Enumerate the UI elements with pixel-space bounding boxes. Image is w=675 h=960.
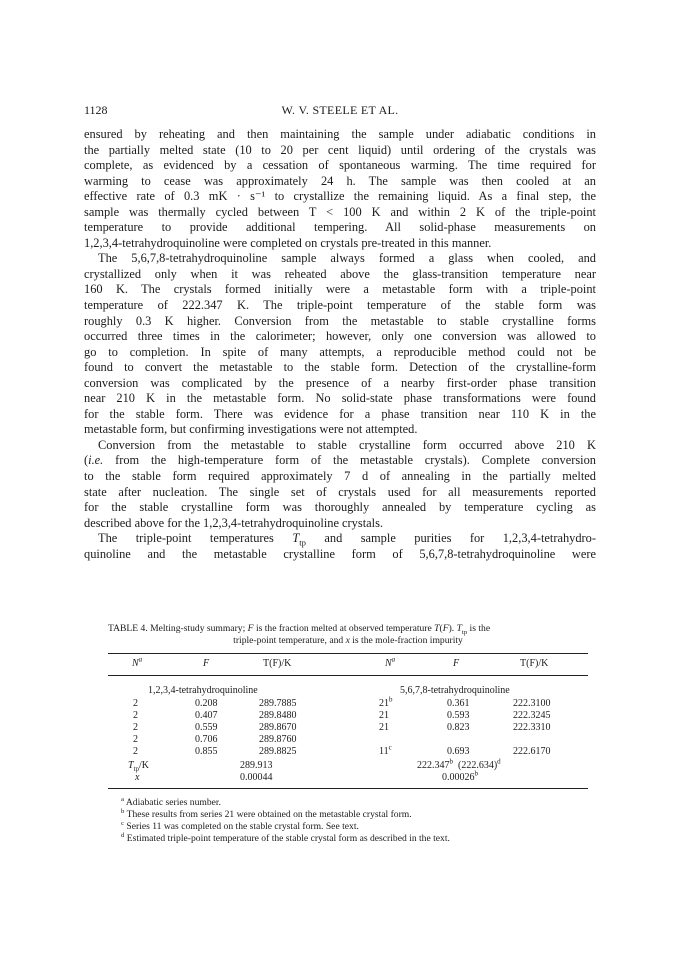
cell-n: 21$^b$	[379, 695, 393, 709]
cell-f: 0.559	[195, 722, 218, 733]
col-header-f-right: F	[453, 658, 460, 669]
left-x-value: 0.00044	[240, 772, 273, 783]
x-label: x	[135, 772, 140, 783]
table-top-rule	[108, 653, 588, 654]
text-line: quinoline and the metastable crystalline form of 5,6,7,8-tetrahydroquinoline were	[84, 546, 596, 561]
text-line: Conversion from the metastable to stable crystalline form occurred above 210 K	[98, 437, 596, 452]
cell-n: 2	[133, 746, 138, 757]
text-line: sample was thermally cycled between T < 100 K and within 2 K of the triple-point	[84, 204, 596, 219]
left-ttp-value: 289.913	[240, 760, 273, 771]
cell-f: 0.593	[447, 710, 470, 721]
text-line: effective rate of 0.3 mK · s⁻¹ to crystallize the remaining liquid. As a final step, the	[84, 189, 596, 204]
running-header	[84, 103, 596, 119]
paragraph-3	[84, 438, 596, 531]
text-line: complete, as evidenced by a cessation of spontaneous warming. The time required for	[84, 158, 596, 173]
text-line: crystallized only when it was reheated above the glass-transition temperature near	[84, 266, 596, 281]
text-line: described above for the 1,2,3,4-tetrahydroquinoline crystals.	[84, 515, 384, 530]
cell-t: 289.8760	[259, 734, 297, 745]
cell-f: 0.823	[447, 722, 470, 733]
cell-f: 0.208	[195, 698, 218, 709]
col-header-t: T(F)/K	[263, 658, 292, 669]
running-head-authors: W. V. STEELE ET AL.	[281, 103, 399, 117]
cell-n: 21	[379, 722, 389, 733]
text-line: temperature of 222.347 K. The triple-point temperature of the stable form was	[84, 298, 596, 313]
table-bottom-rule	[108, 788, 588, 789]
cell-n: 11$^c$	[379, 743, 392, 757]
cell-t: 222.6170	[513, 746, 551, 757]
table-footnote: $^b$ These results from series 21 were obtained on the metastable crystal form.	[121, 807, 412, 820]
table-footnote: $^c$ Series 11 was completed on the stable crystal form. See text.	[121, 819, 359, 832]
text-line: found to convert the metastable to the stable form. Detection of the crystalline-form	[84, 360, 596, 375]
right-ttp-value: 222.347$^b$ $(222.634)^d$	[417, 757, 501, 771]
text-line: occurred three times in the calorimeter; however, only one conversion was allowed to	[84, 329, 596, 344]
cell-t: 289.8670	[259, 722, 297, 733]
cell-f: 0.855	[195, 746, 218, 757]
cell-t: 222.3310	[513, 722, 551, 733]
table-caption-line: TABLE 4. Melting-study summary; F is the fraction melted at observed temperature T(F). $T_{tp}$ is the	[108, 623, 491, 636]
col-header-t-right: T(F)/K	[520, 658, 549, 669]
text-line: warming to cease was approximately 24 h. The sample was then cooled at an	[84, 173, 596, 188]
col-header-n: $N^a$	[132, 655, 143, 669]
text-line: conversion was complicated by the presence of a nearby first-order phase transition	[84, 375, 596, 390]
page-number: 1128	[84, 103, 108, 117]
col-header-n-right: $N^a$	[385, 655, 396, 669]
text-line: 160 K. The crystals formed initially were a metastable form with a triple-point	[84, 282, 596, 297]
paragraph-4	[84, 531, 596, 562]
cell-t: 222.3245	[513, 710, 551, 721]
cell-n: 21	[379, 710, 389, 721]
cell-f: 0.361	[447, 698, 470, 709]
table-footnote: $^a$ Adiabatic series number.	[121, 795, 221, 808]
right-x-value: 0.00026$^b$	[442, 769, 478, 783]
text-line: metastable form, but confirming investigations were not attempted.	[84, 422, 418, 437]
text-line: 1,2,3,4-tetrahydroquinoline were completed on crystals pre-treated in this manner.	[84, 235, 492, 250]
text-line: roughly 0.3 K higher. Conversion from the metastable to stable crystalline forms	[84, 313, 596, 328]
ttp-label: $T_{tp}/K$	[128, 760, 150, 773]
cell-n: 2	[133, 734, 138, 745]
text-line: (i.e. from the high-temperature form of the metastable crystals). Complete conversion	[84, 453, 596, 468]
cell-t: 289.8825	[259, 746, 297, 757]
text-line: The triple-point temperatures $T_{tp}$ and sample purities for 1,2,3,4-tetrahydro-	[98, 531, 596, 548]
text-line: state after nucleation. The single set of crystals used for all measurements reported	[84, 484, 596, 499]
cell-n: 2	[133, 722, 138, 733]
paragraph-2	[84, 251, 596, 438]
text-line: to the stable form required approximately 7 d of annealing in the partially melted	[84, 469, 596, 484]
text-line: the partially melted state (10 to 20 per cent liquid) until ordering of the crystals was	[84, 142, 596, 157]
cell-f: 0.706	[195, 734, 218, 745]
text-line: ensured by reheating and then maintaining the sample under adiabatic conditions in	[84, 127, 596, 141]
col-header-f: F	[203, 658, 210, 669]
group-heading-left: 1,2,3,4-tetrahydroquinoline	[148, 685, 258, 696]
cell-t: 289.8480	[259, 710, 297, 721]
table-caption-line: triple-point temperature, and x is the mole-fraction impurity	[233, 635, 463, 646]
text-line: for the stable crystalline form was thoroughly annealed by temperature cycling as	[84, 500, 596, 515]
text-line: near 210 K in the metastable form. No solid-state phase transformations were found	[84, 391, 596, 406]
table-footnote: $^d$ Estimated triple-point temperature of the stable crystal form as described in the text.	[121, 831, 450, 844]
text-line: The 5,6,7,8-tetrahydroquinoline sample always formed a glass when cooled, and	[98, 251, 596, 266]
table-caption	[108, 623, 588, 647]
cell-n: 2	[133, 698, 138, 709]
cell-f: 0.693	[447, 746, 470, 757]
cell-t: 289.7885	[259, 698, 297, 709]
table-header-rule	[108, 675, 588, 676]
cell-f: 0.407	[195, 710, 218, 721]
group-heading-right: 5,6,7,8-tetrahydroquinoline	[400, 685, 510, 696]
text-line: go to completion. In spite of many attempts, a reproducible method could not be	[84, 344, 596, 359]
cell-t: 222.3100	[513, 698, 551, 709]
text-line: for the stable form. There was evidence for a phase transition near 110 K in the	[84, 406, 596, 421]
paragraph-1	[84, 127, 596, 251]
body-text	[84, 127, 596, 562]
cell-n: 2	[133, 710, 138, 721]
text-line: temperature to provide additional tempering. All solid-phase measurements on	[84, 220, 596, 235]
